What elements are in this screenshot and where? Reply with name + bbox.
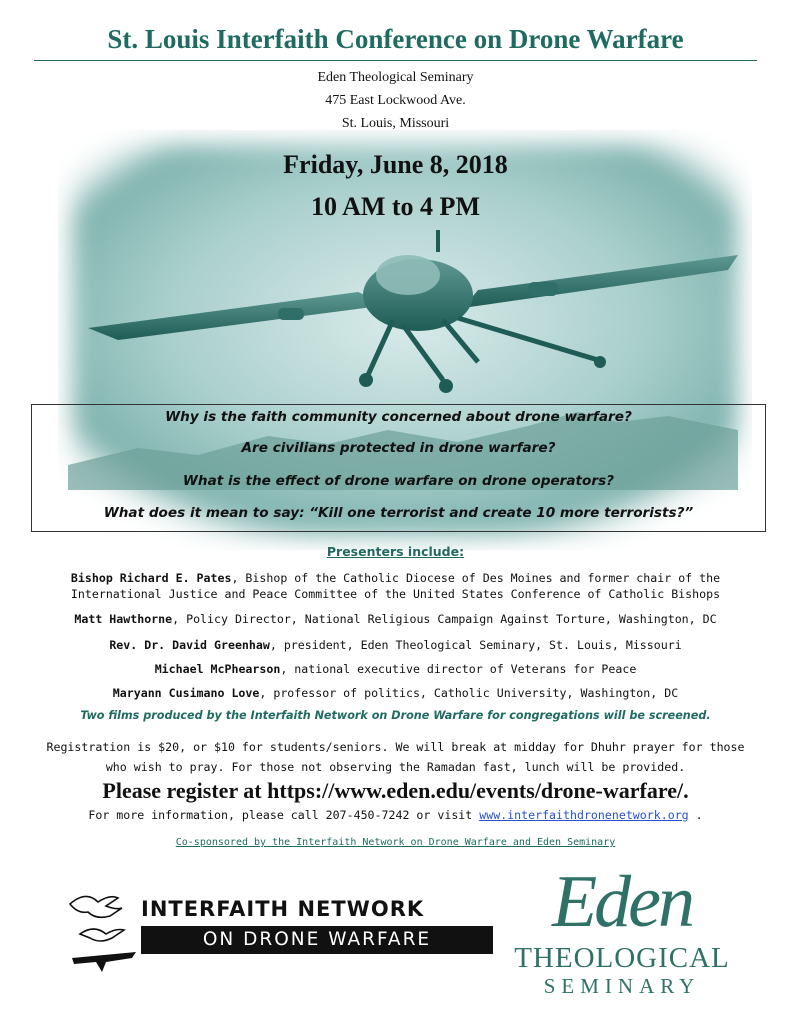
- films-note: Two films produced by the Interfaith Network on Drone Warfare for congregations will be screened.: [80, 709, 711, 722]
- interfaith-network-logo: [66, 884, 496, 994]
- title-underline: [34, 60, 757, 61]
- page-title: St. Louis Interfaith Conference on Drone Warfare: [107, 24, 684, 54]
- question-4: What does it mean to say: “Kill one terrorist and create 10 more terrorists?”: [103, 505, 694, 521]
- eden-seminary-logo: [512, 862, 732, 1012]
- info-suffix: .: [688, 808, 703, 822]
- presenter-4: [20, 661, 771, 678]
- question-2: Are civilians protected in drone warfare?: [241, 440, 556, 456]
- event-date: Friday, June 8, 2018: [283, 150, 508, 179]
- presenter-4-desc: , national executive director of Veterans for Peace: [280, 662, 637, 676]
- registration-line-1: Registration is $20, or $10 for students/seniors. We will break at midday for Dhuhr prayer for those: [46, 740, 745, 754]
- address-line-1: Eden Theological Seminary: [317, 70, 474, 85]
- eden-logo-theological: THEOLOGICAL: [514, 942, 730, 974]
- eden-logo-seminary: SEMINARY: [543, 974, 701, 998]
- presenters-heading: Presenters include:: [326, 544, 465, 559]
- cosponsor-note: Co-sponsored by the Interfaith Network on Drone Warfare and Eden Seminary: [175, 837, 616, 848]
- network-website-link[interactable]: www.interfaithdronenetwork.org: [479, 808, 689, 822]
- eden-logo-word: Eden: [551, 861, 693, 943]
- dove-drone-icon: [66, 884, 146, 994]
- presenter-2: [20, 611, 771, 628]
- presenter-1-name: Bishop Richard E. Pates: [70, 571, 232, 585]
- presenter-3-desc: , president, Eden Theological Seminary, St. Louis, Missouri: [269, 638, 682, 652]
- presenter-1-desc: , Bishop of the Catholic Diocese of Des Moines and former chair of the: [231, 571, 721, 585]
- presenter-3: [20, 637, 771, 654]
- presenter-2-name: Matt Hawthorne: [74, 612, 173, 626]
- event-time: 10 AM to 4 PM: [311, 192, 480, 221]
- question-3: What is the effect of drone warfare on drone operators?: [182, 473, 615, 489]
- info-prefix: For more information, please call 207-450-7242 or visit: [88, 808, 480, 822]
- question-1: Why is the faith community concerned about drone warfare?: [165, 409, 632, 425]
- registration-line-2: who wish to pray. For those not observing the Ramadan fast, lunch will be provided.: [105, 760, 686, 774]
- network-logo-line-2: ON DRONE WARFARE: [141, 926, 493, 954]
- presenter-2-desc: , Policy Director, National Religious Campaign Against Torture, Washington, DC: [172, 612, 717, 626]
- network-logo-line-1: INTERFAITH NETWORK: [141, 897, 425, 921]
- presenter-3-name: Rev. Dr. David Greenhaw: [109, 638, 270, 652]
- presenter-5-name: Maryann Cusimano Love: [112, 686, 260, 700]
- presenter-1: [20, 570, 771, 587]
- presenter-5: [20, 685, 771, 702]
- address-line-2: 475 East Lockwood Ave.: [325, 93, 466, 108]
- address-line-3: St. Louis, Missouri: [341, 116, 450, 131]
- presenter-1-cont: International Justice and Peace Committee of the United States Conference of Catholic Bishops: [70, 587, 721, 601]
- info-line: [0, 808, 791, 822]
- presenter-5-desc: , professor of politics, Catholic University, Washington, DC: [259, 686, 679, 700]
- presenter-4-name: Michael McPhearson: [154, 662, 281, 676]
- register-url[interactable]: Please register at https://www.eden.edu/events/drone-warfare/.: [102, 778, 689, 803]
